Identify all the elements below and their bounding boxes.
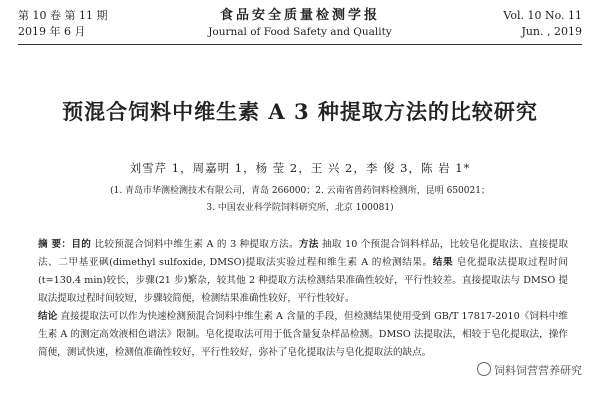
watermark: [473, 360, 586, 380]
objective-label: 目的: [71, 239, 92, 250]
wechat-icon: [477, 362, 491, 376]
abstract: [38, 236, 568, 362]
abstract-label: 摘 要：: [38, 239, 72, 250]
conclusion-text: 直接提取法可以作为快速检测预混合饲料中维生素 A 含量的手段，但检测结果使用受到 GB/T 17817-2010《饲料中维生素 A 的测定高效液相色谱法》限制。皂化提取法可用于低含量复杂样品检测。DMSO 法提取法，相较于皂化提取法，操作简便，测试快速，检测值准确性较好，平行性较好，弥补了皂化提取法与皂化提取法的缺点。: [38, 311, 569, 358]
journal-name: [190, 8, 410, 40]
journal-volume-info: [18, 8, 168, 40]
abstract-para-1: [38, 236, 568, 308]
conclusion-label: 结论: [38, 311, 58, 322]
methods-label: 方法: [298, 239, 319, 250]
results-label: 结果: [432, 257, 454, 268]
publication-date: 2019 年 6 月: [18, 25, 86, 38]
watermark-text: 饲料饲营营养研究: [494, 364, 582, 377]
affiliation-line-1: (1. 青岛市华测检测技术有限公司，青岛 266000；2. 云南省兽药饲料检测所，昆明 650021；: [110, 186, 490, 196]
methods-text: 抽取 10 个预混合饲料样品，比较皂化提取法、直接提取法、二甲基亚砜(dimethyl sulfoxide, DMSO)提取法实验过程和维生素 A 的检测结果。: [38, 239, 569, 268]
author-list: 刘雪芹 1，周嘉明 1，杨 莹 2，王 兴 2，李 俊 3，陈 岩 1*: [129, 161, 471, 175]
journal-name-cn: 食品安全质量检测学报: [219, 8, 380, 23]
journal-volume-info-en: [432, 8, 582, 40]
publication-date-en: Jun. , 2019: [521, 25, 582, 38]
header-rule: [18, 44, 582, 45]
volume-issue-en: Vol. 10 No. 11: [503, 9, 582, 22]
abstract-para-2: [38, 308, 568, 362]
journal-name-en: Journal of Food Safety and Quality: [208, 26, 392, 38]
affiliation-line-2: 3. 中国农业科学院饲料研究所，北京 100081): [206, 203, 394, 213]
volume-issue: 第 10 卷 第 11 期: [18, 9, 108, 22]
results-text: 皂化提取法提取过程时间(t=130.4 min)较长，步骤(21 步)繁杂，较其他 2 种提取方法检测结果准确性较好，平行性较差。直接提取法与 DMSO 提取法提取过程时间较短，步骤较简便，检测结果准确性较好，平行性较好。: [38, 257, 569, 304]
paper-title: 预混合饲料中维生素 A 3 种提取方法的比较研究: [62, 99, 538, 124]
objective-text: 比较预混合饲料中维生素 A 的 3 种提取方法。: [91, 239, 299, 250]
